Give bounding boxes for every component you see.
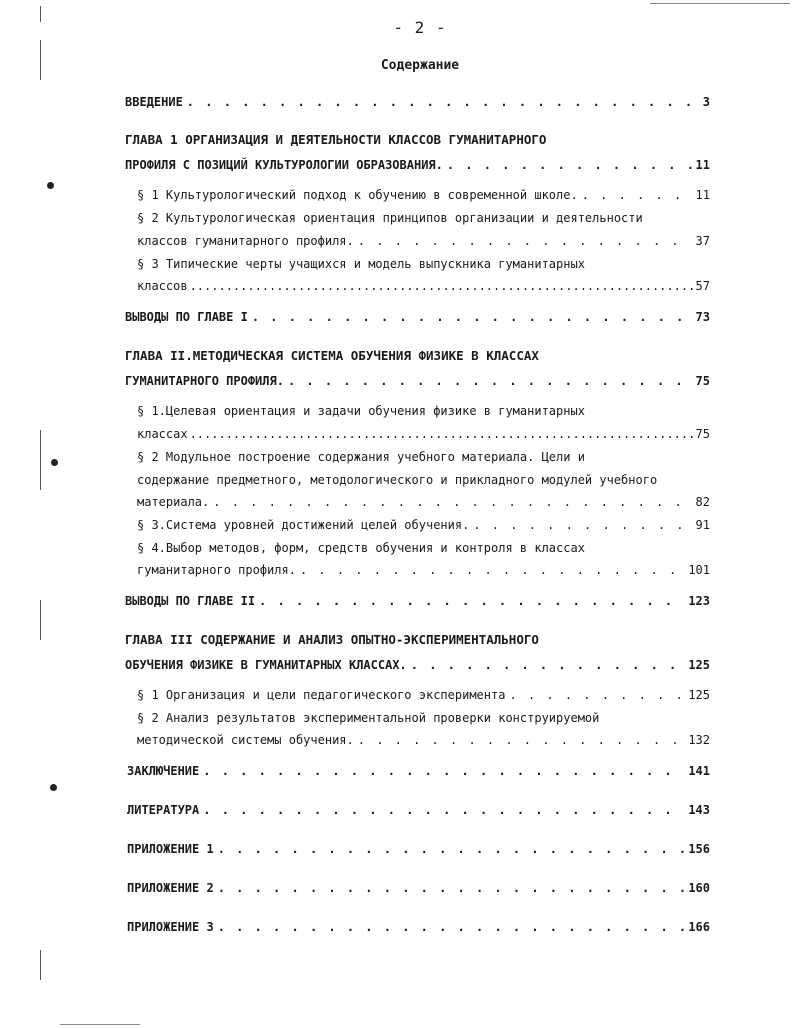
toc-page-number: 37: [695, 234, 710, 248]
toc-page-number: 75: [695, 427, 710, 441]
toc-entry-label: § 4.Выбор методов, форм, средств обучения и контроля в классах: [137, 541, 585, 555]
toc-page-number: 11: [695, 188, 710, 202]
leader-dots: [358, 730, 685, 750]
toc-page-number: 75: [695, 374, 710, 388]
toc-entry-conclusions-2: [125, 591, 710, 611]
toc-entry-label: § 1.Целевая ориентация и задачи обучения физике в гуманитарных: [137, 404, 585, 418]
page-title: Содержание: [380, 58, 460, 73]
leader-dots: [582, 185, 692, 205]
toc-entry-label: ВЫВОДЫ ПО ГЛАВЕ II: [125, 594, 256, 608]
toc-page-number: 82: [695, 495, 710, 509]
toc-entry-intro: [125, 92, 710, 112]
toc-page-number: 91: [695, 518, 710, 532]
leader-dots: [190, 276, 696, 296]
toc-entry-label: ПРИЛОЖЕНИЕ 2: [127, 881, 214, 895]
scan-margin-line: [40, 0, 41, 1028]
toc-entry-label: ПРИЛОЖЕНИЕ 1: [127, 842, 214, 856]
toc-entry-section: [137, 685, 710, 705]
toc-page-number: 73: [695, 310, 710, 324]
toc-entry-label: § 2 Анализ результатов экспериментальной проверки конструируемой: [137, 711, 600, 725]
toc-page-number: 11: [695, 158, 710, 172]
chapter-heading: ОБУЧЕНИЯ ФИЗИКЕ В ГУМАНИТАРНЫХ КЛАССАХ.: [125, 658, 407, 672]
toc-entry-chapter-1: [125, 155, 710, 175]
toc-entry-conclusion: [127, 761, 710, 781]
chapter-heading: ГЛАВА III СОДЕРЖАНИЕ И АНАЛИЗ ОПЫТНО-ЭКСПЕРИМЕНТАЛЬНОГО: [125, 632, 539, 647]
toc-entry-section: [137, 231, 710, 251]
toc-page-number: 166: [688, 920, 710, 934]
binder-hole-dot: [47, 182, 54, 189]
toc-page-number: 57: [695, 279, 710, 293]
toc-entry-section: [137, 492, 710, 512]
toc-entry-appendix-3: [127, 917, 710, 937]
toc-entry-conclusions-1: [125, 307, 710, 327]
toc-entry-label: § 2 Модульное построение содержания учебного материала. Цели и: [137, 450, 585, 464]
leader-dots: [358, 231, 692, 251]
binder-hole-dot: [51, 459, 58, 466]
leader-dots: [288, 371, 692, 391]
toc-page-number: 132: [688, 733, 710, 747]
binder-hole-dot: [50, 784, 57, 791]
chapter-heading: ГЛАВА II.МЕТОДИЧЕСКАЯ СИСТЕМА ОБУЧЕНИЯ ФИЗИКЕ В КЛАССАХ: [125, 348, 539, 363]
toc-page-number: 160: [688, 881, 710, 895]
toc-entry-section: [137, 515, 710, 535]
toc-entry-label: ВЫВОДЫ ПО ГЛАВЕ I: [125, 310, 248, 324]
toc-entry-label: § 1 Организация и цели педагогического эксперимента: [137, 688, 506, 702]
leader-dots: [411, 655, 685, 675]
toc-entry-chapter-3: [125, 655, 710, 675]
leader-dots: [203, 800, 684, 820]
chapter-heading: ПРОФИЛЯ С ПОЗИЦИЙ КУЛЬТУРОЛОГИИ ОБРАЗОВАНИЯ.: [125, 158, 443, 172]
toc-entry-label: гуманитарного профиля.: [137, 563, 296, 577]
leader-dots: [259, 591, 684, 611]
toc-entry-chapter-2: [125, 371, 710, 391]
toc-entry-section: [137, 560, 710, 580]
toc-entry-appendix-2: [127, 878, 710, 898]
toc-entry-label: ЗАКЛЮЧЕНИЕ: [127, 764, 200, 778]
toc-entry-label: § 3 Типические черты учащихся и модель выпускника гуманитарных: [137, 257, 585, 271]
toc-entry-literature: [127, 800, 710, 820]
leader-dots: [218, 917, 685, 937]
leader-dots: [213, 492, 691, 512]
leader-dots: [190, 424, 696, 444]
page-number: - 2 -: [393, 18, 447, 37]
leader-dots: [218, 839, 685, 859]
toc-entry-appendix-1: [127, 839, 710, 859]
toc-entry-label: классов гуманитарного профиля.: [137, 234, 354, 248]
toc-page-number: 101: [688, 563, 710, 577]
toc-page-number: 141: [688, 764, 710, 778]
leader-dots: [252, 307, 692, 327]
toc-entry-section: [137, 276, 710, 296]
toc-page-number: 3: [702, 95, 710, 109]
toc-entry-label: содержание предметного, методологического и прикладного модулей учебного: [137, 473, 658, 487]
toc-page-number: 123: [688, 594, 710, 608]
toc-entry-label: § 3.Система уровней достижений целей обучения.: [137, 518, 470, 532]
toc-entry-label: ВВЕДЕНИЕ: [125, 95, 183, 109]
scan-artifact: [650, 3, 790, 4]
leader-dots: [218, 878, 685, 898]
toc-entry-label: методической системы обучения.: [137, 733, 354, 747]
toc-entry-section: [137, 185, 710, 205]
leader-dots: [473, 515, 691, 535]
leader-dots: [300, 560, 684, 580]
toc-entry-label: ЛИТЕРАТУРА: [127, 803, 200, 817]
toc-entry-section: [137, 424, 710, 444]
toc-entry-section: [137, 730, 710, 750]
toc-entry-label: материала.: [137, 495, 210, 509]
toc-page-number: 125: [688, 688, 710, 702]
leader-dots: [187, 92, 699, 112]
chapter-heading: ГЛАВА 1 ОРГАНИЗАЦИЯ И ДЕЯТЕЛЬНОСТИ КЛАССОВ ГУМАНИТАРНОГО: [125, 132, 547, 147]
chapter-heading: ГУМАНИТАРНОГО ПРОФИЛЯ.: [125, 374, 284, 388]
toc-entry-label: классов: [137, 279, 188, 293]
toc-entry-label: § 1 Культурологический подход к обучению в современной школе.: [137, 188, 578, 202]
leader-dots: [447, 155, 692, 175]
toc-entry-label: ПРИЛОЖЕНИЕ 3: [127, 920, 214, 934]
toc-page-number: 143: [688, 803, 710, 817]
toc-entry-label: § 2 Культурологическая ориентация принципов организации и деятельности: [137, 211, 643, 225]
scan-artifact: [60, 1024, 140, 1025]
toc-page-number: 125: [688, 658, 710, 672]
toc-entry-label: классах: [137, 427, 188, 441]
leader-dots: [203, 761, 684, 781]
leader-dots: [509, 685, 684, 705]
toc-page-number: 156: [688, 842, 710, 856]
